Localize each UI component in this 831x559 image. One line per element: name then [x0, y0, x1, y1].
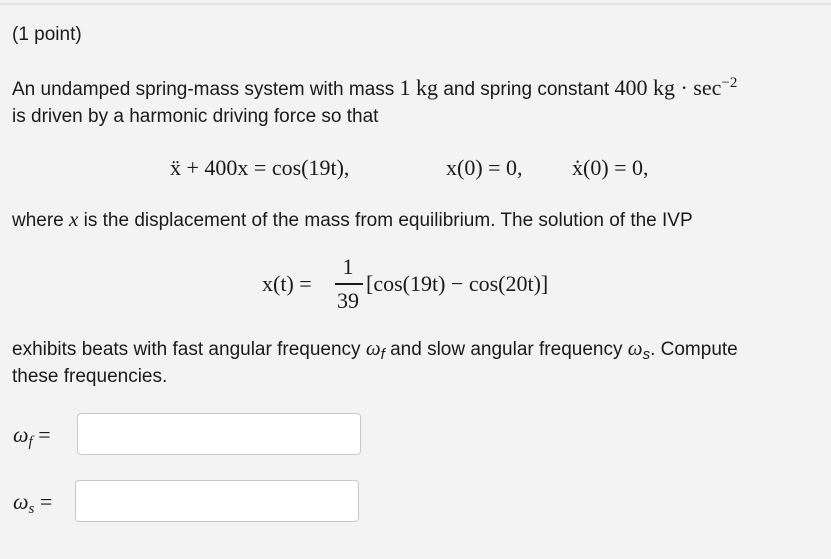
answer-slow-equals: =: [39, 489, 53, 514]
answer-fast-subscript: f: [28, 434, 33, 450]
intro-text-1: An undamped spring-mass system with mass: [12, 79, 400, 100]
initial-condition-velocity: ẋ(0) = 0,: [572, 155, 649, 180]
fast-frequency-symbol: ω: [365, 336, 381, 360]
spring-constant-value: 400 kg · sec: [614, 75, 722, 100]
answer-label-fast: [13, 422, 51, 451]
answer-slow-subscript: s: [28, 501, 35, 517]
mass-value: 1 kg: [399, 75, 439, 100]
where-text-2: is the displacement of the mass from equilibrium. The solution of the IVP: [78, 210, 693, 231]
beats-text-2: and slow angular frequency: [384, 339, 628, 360]
fraction-bar: [335, 283, 363, 285]
slow-frequency-symbol: ω: [627, 336, 643, 360]
answer-fast-equals: =: [38, 422, 51, 447]
slow-frequency-subscript: s: [642, 346, 651, 363]
intro-text-2: and spring constant: [438, 79, 615, 100]
spring-constant-exponent: −2: [721, 75, 738, 91]
where-text-1: where: [12, 210, 70, 231]
fast-frequency-input[interactable]: [77, 413, 361, 455]
fraction-denominator: 39: [337, 288, 359, 313]
initial-condition-position: x(0) = 0,: [446, 155, 523, 180]
beats-line-2: these frequencies.: [12, 366, 168, 387]
solution-rhs: [cos(19t) − cos(20t)]: [366, 271, 549, 296]
displacement-variable: x: [69, 207, 79, 231]
answer-fast-symbol: ω: [13, 422, 29, 447]
fast-frequency-subscript: f: [380, 346, 385, 363]
answer-slow-symbol: ω: [13, 489, 29, 514]
solution-lhs: x(t) =: [262, 271, 312, 296]
intro-line-2: is driven by a harmonic driving force so that: [12, 106, 379, 127]
top-divider: [0, 3, 831, 5]
beats-text-3: . Compute: [650, 339, 738, 360]
points-label: (1 point): [12, 24, 82, 45]
ode-equation: ẍ + 400x = cos(19t),: [170, 155, 350, 180]
answer-label-slow: [13, 489, 52, 518]
beats-line-1: [12, 336, 738, 363]
where-line: [12, 207, 693, 232]
fraction-numerator: 1: [342, 254, 354, 279]
intro-line-1: [12, 75, 737, 101]
slow-frequency-input[interactable]: [75, 480, 359, 522]
beats-text-1: exhibits beats with fast angular frequency: [12, 339, 366, 360]
